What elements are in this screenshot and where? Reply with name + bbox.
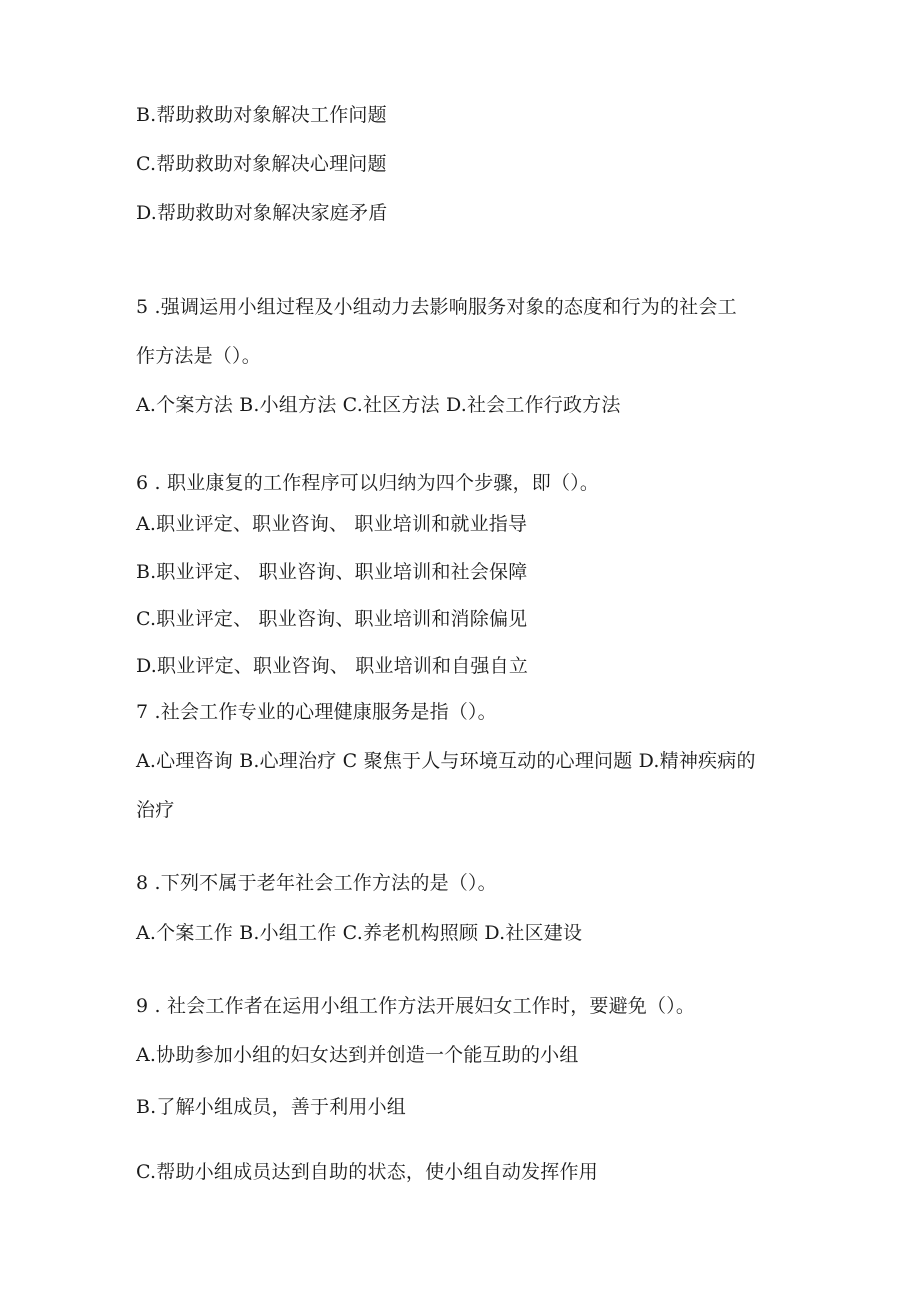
q6-option-b: B.职业评定、 职业咨询、职业培训和社会保障 <box>136 561 528 583</box>
q8-options: A.个案工作 B.小组工作 C.养老机构照顾 D.社区建设 <box>136 922 583 944</box>
q9-option-c: C.帮助小组成员达到自助的状态，使小组自动发挥作用 <box>136 1161 598 1183</box>
q7-question: 7 .社会工作专业的心理健康服务是指（）。 <box>136 701 497 723</box>
q6-question: 6 . 职业康复的工作程序可以归纳为四个步骤，即（）。 <box>136 472 600 494</box>
q4-option-d: D.帮助救助对象解决家庭矛盾 <box>136 202 388 224</box>
q7-options-line2: 治疗 <box>136 799 175 821</box>
q5-question-line2: 作方法是（）。 <box>136 345 261 367</box>
q9-question: 9 . 社会工作者在运用小组工作方法开展妇女工作时，要避免（）。 <box>136 995 696 1017</box>
q6-option-a: A.职业评定、职业咨询、 职业培训和就业指导 <box>136 513 528 535</box>
q9-option-b: B.了解小组成员，善于利用小组 <box>136 1096 407 1118</box>
q5-question-line1: 5 .强调运用小组过程及小组动力去影响服务对象的态度和行为的社会工 <box>136 296 737 318</box>
q5-options: A.个案方法 B.小组方法 C.社区方法 D.社会工作行政方法 <box>136 394 621 416</box>
q6-option-d: D.职业评定、职业咨询、 职业培训和自强自立 <box>136 655 529 677</box>
q7-options-line1: A.心理咨询 B.心理治疗 C 聚焦于人与环境互动的心理问题 D.精神疾病的 <box>136 750 756 772</box>
q4-option-c: C.帮助救助对象解决心理问题 <box>136 153 387 175</box>
q6-option-c: C.职业评定、 职业咨询、职业培训和消除偏见 <box>136 608 528 630</box>
q9-option-a: A.协助参加小组的妇女达到并创造一个能互助的小组 <box>136 1044 579 1066</box>
q4-option-b: B.帮助救助对象解决工作问题 <box>136 104 387 126</box>
q8-question: 8 .下列不属于老年社会工作方法的是（）。 <box>136 872 497 894</box>
